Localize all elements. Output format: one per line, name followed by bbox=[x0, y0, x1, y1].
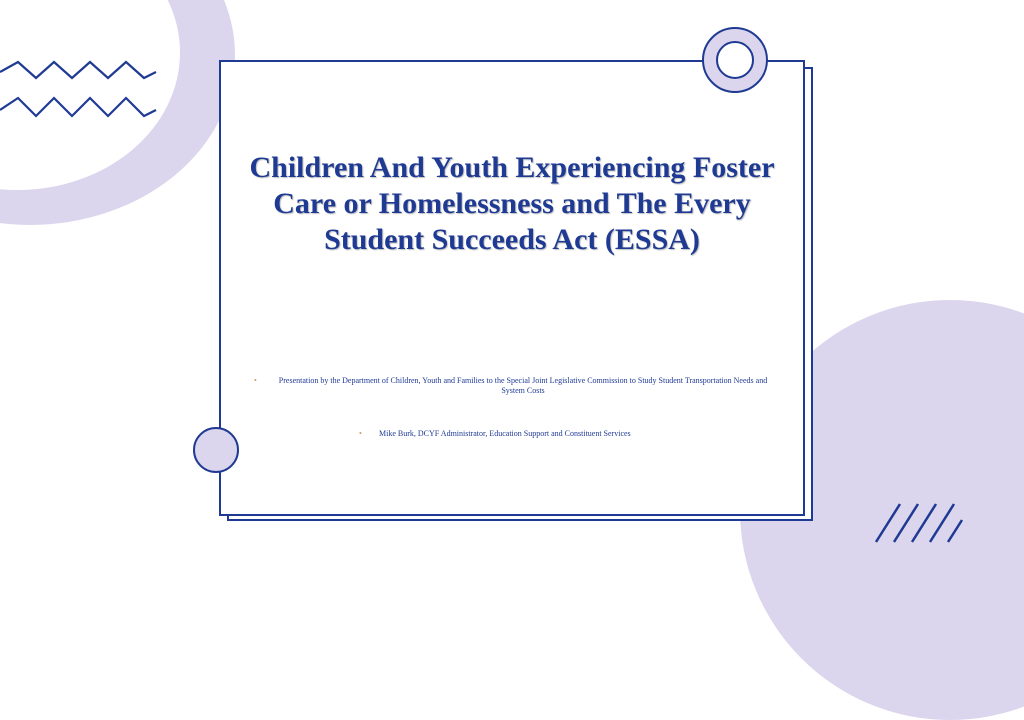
ring-icon-inner bbox=[716, 41, 754, 79]
bullet-presentation-text: Presentation by the Department of Children, Youth and Families to the Special Joint Legislative Commission to Study Student Transportation Needs and System Costs bbox=[278, 376, 768, 395]
slide-title: Children And Youth Experiencing Foster Care or Homelessness and The Every Student Succeeds Act (ESSA) bbox=[249, 151, 775, 256]
ring-icon-left bbox=[193, 427, 239, 473]
slide-card bbox=[219, 60, 805, 516]
ring-icon bbox=[702, 27, 768, 93]
bullet-presenter-text: Mike Burk, DCYF Administrator, Education Support and Constituent Services bbox=[379, 429, 631, 438]
zigzag-lines-icon bbox=[0, 58, 160, 124]
bullet-dot: • bbox=[254, 376, 257, 385]
bullet-dot: • bbox=[359, 429, 362, 438]
bullet-presentation bbox=[254, 376, 776, 396]
bullet-presenter bbox=[359, 429, 689, 439]
diagonal-slashes-icon bbox=[872, 500, 972, 546]
